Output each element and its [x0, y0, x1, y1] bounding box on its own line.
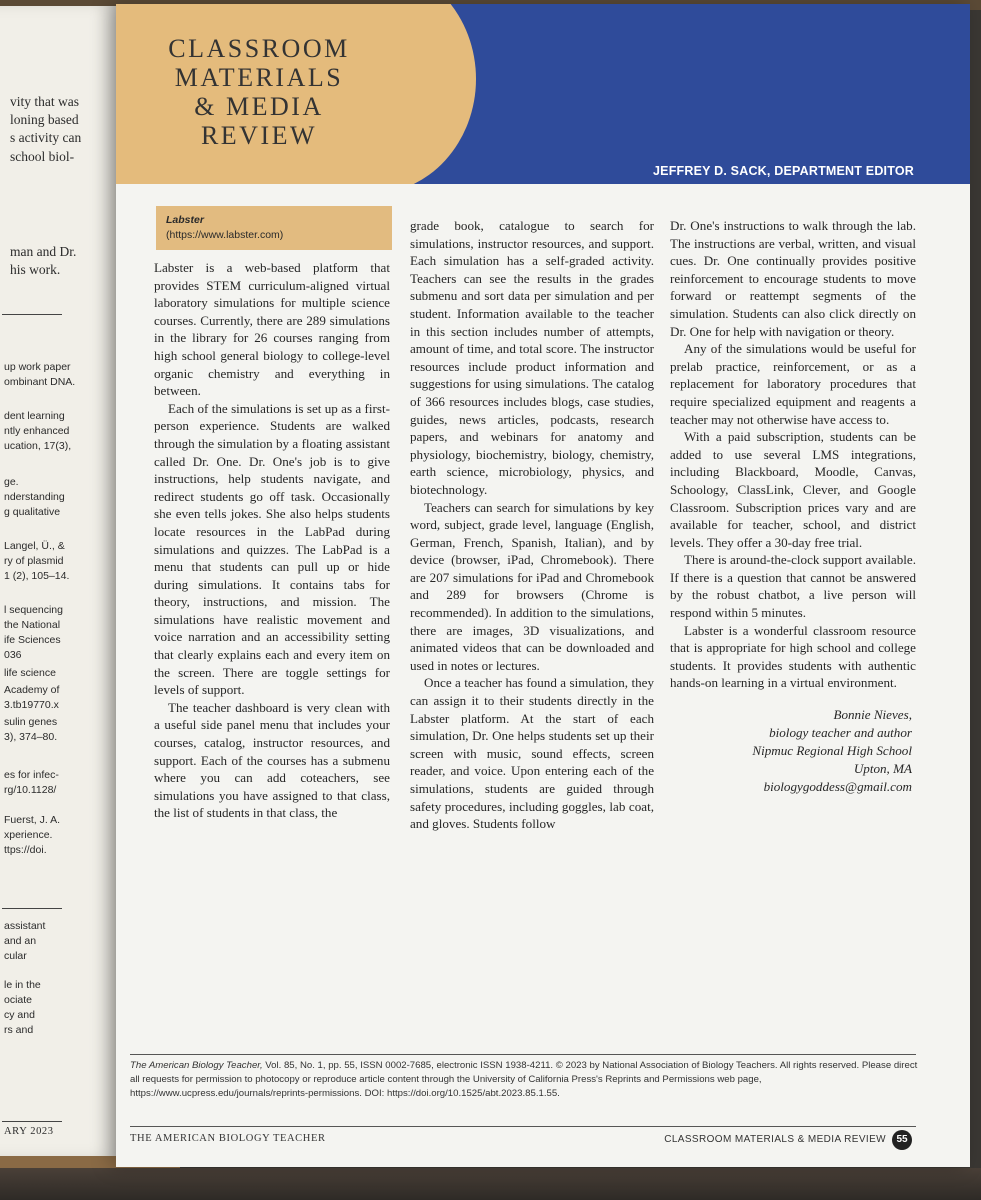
- left-page-text-line: s activity can: [10, 130, 82, 145]
- section-title-line: CLASSROOM: [168, 34, 350, 63]
- department-editor: JEFFREY D. SACK, DEPARTMENT EDITOR: [653, 164, 914, 178]
- left-page-text-line: his work.: [10, 262, 61, 277]
- left-page-text-line: assistant: [4, 920, 46, 932]
- paragraph: Any of the simulations would be useful for prelab practice, reinforcement, or as a replacement for laboratory procedures that require specialized equipment and reagents a teacher may not otherwise have access to.: [670, 341, 916, 427]
- paragraph: Labster is a web-based platform that provides STEM curriculum-aligned virtual laboratory simulations for multiple science courses. Currently, there are 289 simulations in the library for 26 courses ranging from high school general biology to college-level organic chemistry and everything in between.: [154, 260, 390, 399]
- left-page-text-line: es for infec-: [4, 769, 59, 781]
- left-page-text-line: 036: [4, 649, 22, 661]
- left-page-rule: [2, 314, 62, 315]
- paragraph: The teacher dashboard is very clean with a useful side panel menu that includes your courses, catalog, instructor resources, and support. Each of the courses has a submenu where you can add coteachers, see simulations you have assigned to that class, the list of students in that class, the: [154, 699, 390, 821]
- author-location: Upton, MA: [853, 761, 912, 777]
- left-page-text-line: 3.tb19770.x: [4, 699, 59, 711]
- paragraph: Each of the simulations is set up as a first-person experience. Students are walked through the simulation by a floating assistant called Dr. One. Dr. One's job is to give instructions, help students navigate, and redirect students go off task. Occasionally she even tells jokes. She also helps students locate resources in the LabPad during simulations and quizzes. The LabPad is a menu that students can pull up or hide during simulations. It contains tabs for theory, instructions, and mission. The simulations have realistic movement and voice narration and an accessibility setting that clearly explains each and every item on the screen. There are toggle settings for levels of support.: [154, 400, 390, 698]
- paragraph: Teachers can search for simulations by key word, subject, grade level, language (English, German, French, Spanish, Italian), and by device (browser, iPad, Chromebook). There are 207 simulations for iPad and Chromebook and 289 for browsers (Chrome is recommended). In addition to the simulations, there are images, 3D visualizations, and animated videos that can be downloaded and used in notes or lectures.: [410, 499, 654, 673]
- left-page-text-line: 3), 374–80.: [4, 731, 58, 743]
- left-page-text-line: ry of plasmid: [4, 555, 64, 567]
- copyright-notice: [130, 1059, 920, 1101]
- paragraph: With a paid subscription, students can be added to use several LMS integrations, including Blackboard, Moodle, Canvas, Schoology, ClassLink, Clever, and Google Classroom. Subscription prices vary and are available for teacher, school, and district levels. They offer a 30-day free trial.: [670, 429, 916, 550]
- left-page-text-line: and an: [4, 935, 37, 947]
- left-page-text-line: Academy of: [4, 684, 60, 696]
- paragraph: There is around-the-clock support available. If there is a question that cannot be answered by the robust chatbot, a live person will respond within 5 minutes.: [670, 552, 916, 621]
- left-page-text-line: ife Sciences: [4, 634, 61, 646]
- product-name: Labster: [166, 214, 204, 226]
- left-page-text-line: loning based: [10, 112, 79, 127]
- left-page-text-line: rs and: [4, 1024, 34, 1036]
- article-column-2: [410, 217, 654, 833]
- section-title-line: MATERIALS: [174, 63, 344, 92]
- table-surface-bottom: [0, 1168, 981, 1200]
- author-name: Bonnie Nieves,: [833, 707, 912, 723]
- left-page-text-line: ociate: [4, 994, 33, 1006]
- article-column-3: [670, 217, 916, 796]
- author-school: Nipmuc Regional High School: [752, 743, 912, 759]
- magazine-page: [116, 4, 970, 1167]
- author-email: biologygoddess@gmail.com: [763, 779, 912, 795]
- left-page-text-line: ombinant DNA.: [4, 376, 76, 388]
- paragraph: Once a teacher has found a simulation, they can assign it to their students directly in the Labster platform. At the start of each simulation, Dr. One helps students set up their screen with music, sound effects, screen reader, and voice. Upon entering each of the simulations, students are guided through safety procedures, including goggles, lab coat, and gloves. Students follow: [410, 675, 654, 832]
- left-page-text-line: l sequencing: [4, 604, 63, 616]
- left-page-text-line: Langel, Ü., &: [4, 540, 65, 552]
- left-page-text-line: ARY 2023: [4, 1126, 54, 1137]
- left-page-text-line: vity that was: [10, 94, 79, 109]
- journal-name: THE AMERICAN BIOLOGY TEACHER: [130, 1133, 326, 1144]
- author-title: biology teacher and author: [769, 725, 912, 741]
- left-page-text-line: ucation, 17(3),: [4, 440, 72, 452]
- left-page-text-line: ge.: [4, 476, 19, 488]
- footer-section-name: CLASSROOM MATERIALS & MEDIA REVIEW: [664, 1134, 886, 1145]
- journal-citation: The American Biology Teacher,: [130, 1060, 263, 1071]
- paragraph: Dr. One's instructions to walk through the lab. The instructions are verbal, written, and visual cues. Dr. One continually provides positive reinforcement to encourage students to move forward or reattempt segments of the simulation. Students can also click directly on Dr. One for help with navigation or theory.: [670, 218, 916, 339]
- left-page-text-line: rg/10.1128/: [4, 784, 57, 796]
- left-page-text-line: ntly enhanced: [4, 425, 70, 437]
- left-page-text-line: xperience.: [4, 829, 53, 841]
- left-page-text-line: cular: [4, 950, 27, 962]
- left-page-text-line: sulin genes: [4, 716, 58, 728]
- left-page-text-line: dent learning: [4, 410, 65, 422]
- article-column-1: [154, 259, 390, 822]
- section-title-line: & MEDIA: [194, 92, 324, 121]
- left-page-text-line: up work paper: [4, 361, 71, 373]
- footer-divider: [130, 1054, 916, 1055]
- product-box: [156, 206, 392, 250]
- paragraph: grade book, catalogue to search for simulations, instructor resources, and support. Each simulation has a self-graded activity. Teachers can see the results in the grades submenu and sort data per simulation and per student. Information available to the teacher in this section includes number of attempts, amount of time, and total score. The instructor resources include product information and suggestions for using simulations. The catalog of 366 resources includes blogs, case studies, guides, news articles, podcasts, research papers, and webinars for anatomy and physiology, biochemistry, biology, chemistry, earth science, microbiology, physics, and biotechnology.: [410, 218, 654, 497]
- copyright-text: Vol. 85, No. 1, pp. 55, ISSN 0002-7685, electronic ISSN 1938-4211. © 2023 by National Association of Biology Teachers. All rights reserved. Please direct all requests for permission to photocopy or reproduce article content through the University of California Press's Reprints and Permissions web page, https://www.ucpress.edu/journals/reprints-permissions. DOI: https://doi.org/10.1525/abt.2023.85.1.55.: [130, 1060, 918, 1099]
- left-page-text-line: le in the: [4, 979, 41, 991]
- left-page-text-line: school biol-: [10, 149, 75, 164]
- left-page-text-line: g qualitative: [4, 506, 61, 518]
- page-number: 55: [892, 1130, 912, 1150]
- product-url: (https://www.labster.com): [166, 229, 284, 241]
- left-page-text-line: nderstanding: [4, 491, 65, 503]
- left-page-text-line: cy and: [4, 1009, 35, 1021]
- left-page-text-line: the National: [4, 619, 61, 631]
- footer-bottom-divider: [130, 1126, 916, 1127]
- left-page-text-line: man and Dr.: [10, 244, 77, 259]
- section-title: [164, 34, 354, 150]
- paragraph: Labster is a wonderful classroom resource that is appropriate for high school and college students. It provides students with authentic hands-on learning in a virtual environment.: [670, 622, 916, 691]
- left-page-text-line: life science: [4, 667, 56, 679]
- left-page-rule: [2, 908, 62, 909]
- section-title-line: REVIEW: [200, 121, 318, 150]
- left-page-text-line: ttps://doi.: [4, 844, 47, 856]
- previous-page: [0, 6, 122, 1156]
- author-signature: [670, 706, 916, 796]
- left-page-text-line: Fuerst, J. A.: [4, 814, 61, 826]
- left-page-rule: [2, 1121, 62, 1122]
- left-page-text-line: 1 (2), 105–14.: [4, 570, 70, 582]
